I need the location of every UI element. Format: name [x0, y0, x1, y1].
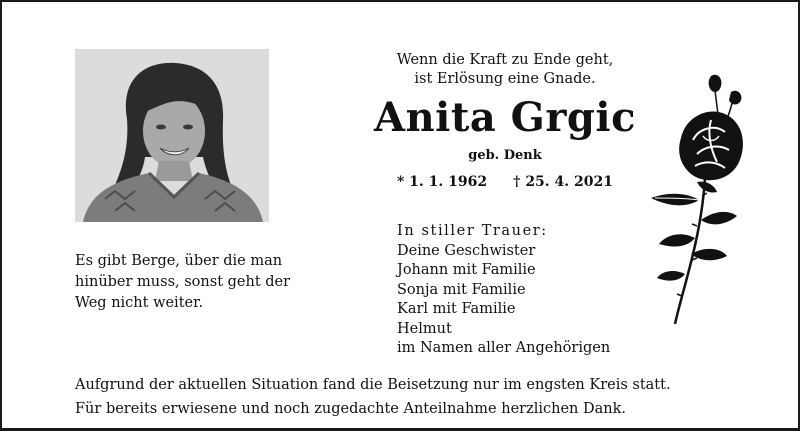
- mourner-line: im Namen aller Angehörigen: [397, 340, 611, 356]
- motto-line: Wenn die Kraft zu Ende geht,: [396, 52, 614, 68]
- death-date: † 25. 4. 2021: [513, 174, 614, 190]
- poem-line: hinüber muss, sonst geht der: [75, 274, 291, 290]
- mourner-line: Johann mit Familie: [397, 262, 536, 278]
- poem-line: Es gibt Berge, über die man: [75, 253, 283, 269]
- portrait-photo: [75, 49, 269, 222]
- mourner-line: Karl mit Familie: [397, 301, 516, 317]
- birth-date: * 1. 1. 1962: [396, 174, 488, 190]
- poem-quote: [75, 251, 290, 314]
- mourner-line: Helmut: [397, 320, 452, 337]
- footer-note: [75, 373, 671, 421]
- mourners-intro: In stiller Trauer:: [397, 223, 548, 239]
- footer-line: Für bereits erwiesene und noch zugedachte Anteilnahme herzlichen Dank.: [75, 401, 626, 417]
- poem-line: Weg nicht weiter.: [75, 295, 204, 311]
- mourner-line: Deine Geschwister: [397, 242, 536, 259]
- footer-line: Aufgrund der aktuellen Situation fand die Beisetzung nur im engsten Kreis statt.: [75, 377, 671, 393]
- mourner-line: Sonja mit Familie: [397, 281, 526, 298]
- motto-line: ist Erlösung eine Gnade.: [414, 71, 596, 87]
- maiden-name: geb. Denk: [468, 148, 542, 163]
- mourners-list: [397, 222, 610, 359]
- life-dates: [340, 174, 670, 190]
- deceased-name: Anita Grgic: [374, 94, 636, 141]
- motto: [340, 51, 670, 89]
- rose-icon: [645, 70, 750, 330]
